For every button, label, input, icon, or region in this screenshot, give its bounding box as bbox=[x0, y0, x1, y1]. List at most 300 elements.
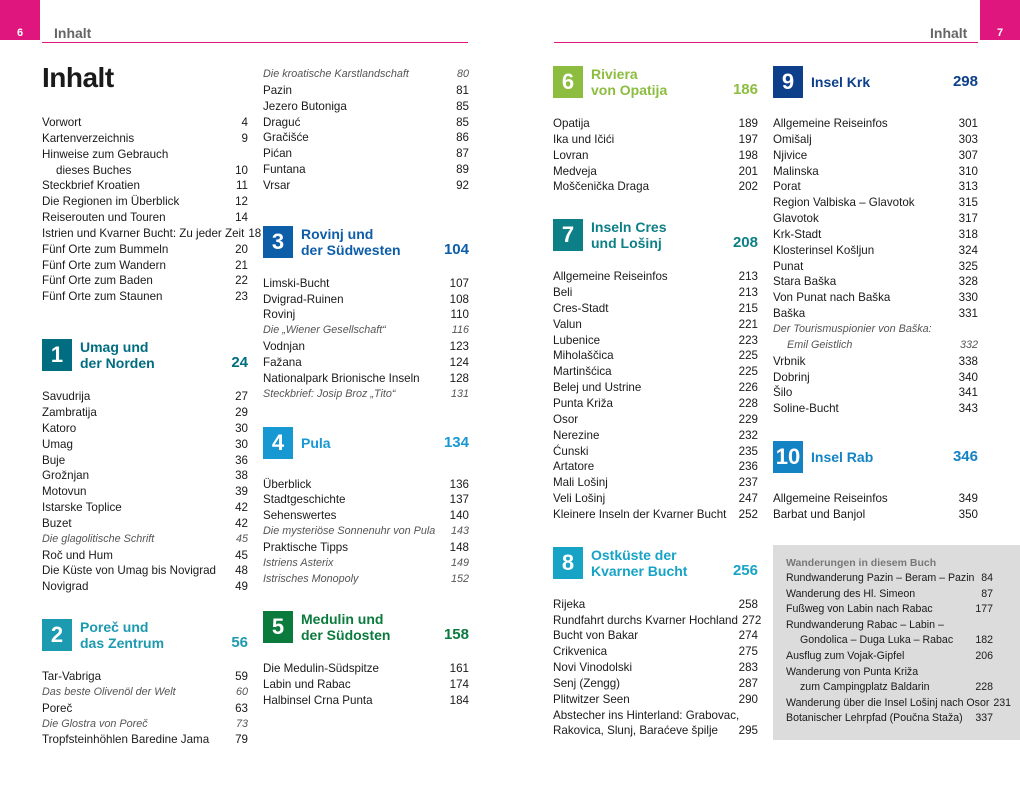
toc-entry[interactable] bbox=[42, 147, 248, 163]
toc-entry-label: Veli Lošinj bbox=[553, 492, 606, 506]
toc-entry-page: 42 bbox=[235, 516, 248, 530]
toc-entry[interactable] bbox=[786, 618, 993, 634]
toc-entry[interactable] bbox=[553, 507, 758, 523]
chapter-page: 56 bbox=[231, 634, 248, 652]
toc-entry[interactable] bbox=[553, 628, 758, 644]
chapter-2-heading[interactable] bbox=[42, 619, 248, 653]
toc-entry-page: 198 bbox=[738, 148, 758, 162]
toc-entry[interactable] bbox=[786, 696, 1012, 712]
toc-entry-label: Ausflug zum Vojak-Gipfel bbox=[786, 649, 905, 662]
toc-entry[interactable] bbox=[553, 132, 758, 148]
toc-entry-page: 338 bbox=[958, 354, 978, 368]
toc-entry-label: Steckbrief: Josip Broz „Tito“ bbox=[263, 387, 396, 400]
chapter-3-entries bbox=[263, 276, 469, 403]
toc-entry[interactable] bbox=[263, 162, 469, 178]
toc-entry-label: Istrisches Monopoly bbox=[263, 572, 359, 585]
chapter-title: Insel Krk bbox=[811, 74, 871, 90]
chapter-page: 186 bbox=[732, 81, 758, 98]
toc-entry[interactable] bbox=[42, 242, 248, 258]
toc-entry[interactable] bbox=[263, 677, 469, 693]
toc-entry-page: 330 bbox=[958, 291, 978, 305]
toc-entry-page: 23 bbox=[235, 290, 248, 304]
chapter-6-heading[interactable] bbox=[553, 66, 758, 100]
toc-entry-label: Buzet bbox=[42, 516, 72, 530]
toc-entry[interactable] bbox=[786, 665, 993, 681]
toc-entry-page: 27 bbox=[235, 390, 248, 404]
chapter-title: Medulin und der Südosten bbox=[301, 611, 391, 644]
chapter-4-entries bbox=[263, 477, 469, 588]
toc-entry-page: 202 bbox=[738, 180, 758, 194]
toc-entry[interactable] bbox=[553, 364, 758, 380]
toc-entry[interactable] bbox=[263, 524, 469, 540]
toc-entry[interactable] bbox=[786, 602, 993, 618]
toc-entry-page: 215 bbox=[738, 301, 758, 315]
toc-entry[interactable] bbox=[263, 693, 469, 709]
toc-entry[interactable] bbox=[553, 459, 758, 475]
chapter-6-entries bbox=[553, 116, 758, 195]
chapter-title: Inseln Cres und Lošinj bbox=[591, 219, 667, 252]
toc-entry-page: 328 bbox=[958, 275, 978, 289]
toc-entry[interactable] bbox=[553, 380, 758, 396]
toc-entry-page: 313 bbox=[958, 180, 978, 194]
toc-entry-page: 184 bbox=[449, 694, 469, 708]
toc-entry[interactable] bbox=[773, 274, 978, 290]
toc-entry[interactable] bbox=[42, 717, 248, 733]
toc-entry-label: Gondolica – Duga Luka – Rabac bbox=[800, 634, 954, 647]
toc-entry[interactable] bbox=[42, 421, 248, 437]
toc-entry-page: 38 bbox=[235, 469, 248, 483]
toc-entry[interactable] bbox=[553, 317, 758, 333]
toc-entry[interactable] bbox=[786, 649, 993, 665]
chapter-7-heading[interactable] bbox=[553, 219, 758, 253]
toc-entry-label: Istriens Asterix bbox=[263, 556, 334, 569]
header-rule-left bbox=[42, 42, 468, 43]
toc-entry-label: Dvigrad-Ruinen bbox=[263, 292, 344, 306]
toc-entry-label: Rundfahrt durchs Kvarner Hochland bbox=[553, 613, 738, 627]
toc-entry[interactable] bbox=[553, 164, 758, 180]
toc-entry-label: Region Valbiska – Glavotok bbox=[773, 196, 915, 210]
toc-entry-label: Dobrinj bbox=[773, 370, 810, 384]
toc-entry[interactable] bbox=[773, 132, 978, 148]
toc-entry-label: Bucht von Bakar bbox=[553, 629, 639, 643]
toc-entry-label: Rijeka bbox=[553, 597, 586, 611]
chapter-title: Insel Rab bbox=[811, 449, 874, 466]
toc-entry-label: Rakovica, Slunj, Baraćeve špilje bbox=[553, 724, 718, 738]
toc-entry[interactable] bbox=[263, 99, 469, 115]
toc-entry-page: 108 bbox=[449, 292, 469, 306]
toc-entry-page: 324 bbox=[958, 243, 978, 257]
toc-entry-page: 110 bbox=[450, 308, 469, 322]
chapter-number-box: 10 bbox=[773, 441, 803, 473]
toc-entry[interactable] bbox=[42, 115, 248, 131]
toc-entry[interactable] bbox=[773, 148, 978, 164]
chapter-3-heading[interactable] bbox=[263, 226, 469, 260]
chapter-number-box: 6 bbox=[553, 66, 583, 98]
toc-entry[interactable] bbox=[42, 273, 248, 289]
toc-entry-page: 161 bbox=[449, 662, 469, 676]
toc-entry[interactable] bbox=[263, 661, 469, 677]
toc-entry[interactable] bbox=[773, 385, 978, 401]
toc-entry[interactable] bbox=[786, 711, 993, 727]
toc-entry-label: Njivice bbox=[773, 148, 808, 162]
toc-entry[interactable] bbox=[263, 355, 469, 371]
toc-entry-label: Draguć bbox=[263, 115, 301, 129]
toc-entry-page: 197 bbox=[738, 132, 758, 146]
toc-entry[interactable] bbox=[553, 116, 758, 132]
toc-entry[interactable] bbox=[773, 179, 978, 195]
toc-entry-page: 9 bbox=[241, 131, 248, 145]
toc-entry[interactable] bbox=[773, 507, 978, 523]
toc-entry-label: Omišalj bbox=[773, 132, 812, 146]
toc-entry[interactable] bbox=[263, 387, 469, 403]
toc-entry[interactable] bbox=[263, 130, 469, 146]
toc-entry-label: Überblick bbox=[263, 477, 312, 491]
toc-entry-page: 123 bbox=[449, 340, 469, 354]
toc-entry-page: 350 bbox=[958, 507, 978, 521]
toc-entry[interactable] bbox=[42, 701, 248, 717]
toc-entry-label: Das beste Olivenöl der Welt bbox=[42, 685, 176, 698]
toc-entry[interactable] bbox=[42, 389, 248, 405]
toc-entry[interactable] bbox=[553, 148, 758, 164]
toc-entry-label: Die glagolitische Schrift bbox=[42, 532, 155, 545]
toc-entry[interactable] bbox=[42, 532, 248, 548]
chapter-5-entries bbox=[263, 661, 469, 709]
toc-entry[interactable] bbox=[42, 258, 248, 274]
toc-entry[interactable] bbox=[263, 276, 469, 292]
toc-entry-label: Die Küste von Umag bis Novigrad bbox=[42, 564, 216, 578]
toc-entry[interactable] bbox=[263, 83, 469, 99]
toc-entry[interactable] bbox=[553, 708, 758, 724]
toc-entry-label: Praktische Tipps bbox=[263, 540, 349, 554]
chapter-title: Rovinj und der Südwesten bbox=[301, 225, 401, 258]
toc-entry-page: 337 bbox=[975, 712, 993, 725]
chapter-1-heading[interactable] bbox=[42, 339, 248, 373]
toc-entry[interactable] bbox=[42, 732, 248, 748]
toc-entry-label: Porat bbox=[773, 180, 801, 194]
toc-entry-page: 128 bbox=[449, 371, 469, 385]
toc-entry-label: Motovun bbox=[42, 485, 87, 499]
toc-entry-page: 252 bbox=[738, 507, 758, 521]
toc-entry[interactable] bbox=[42, 178, 248, 194]
toc-entry-page: 225 bbox=[738, 365, 758, 379]
toc-entry[interactable] bbox=[263, 371, 469, 387]
toc-entry[interactable] bbox=[42, 131, 248, 147]
toc-entry-page: 275 bbox=[738, 645, 758, 659]
toc-entry-page: 213 bbox=[738, 270, 758, 284]
toc-entry-page: 149 bbox=[450, 556, 469, 569]
toc-entry[interactable] bbox=[42, 289, 248, 305]
toc-entry[interactable] bbox=[773, 211, 978, 227]
toc-entry-label: Rundwanderung Rabac – Labin – bbox=[786, 618, 944, 631]
toc-entry[interactable] bbox=[786, 571, 993, 587]
toc-entry-page: 221 bbox=[738, 317, 758, 331]
toc-entry-label: Opatija bbox=[553, 117, 590, 130]
toc-entry-page: 131 bbox=[450, 387, 469, 400]
toc-entry-label: Allgemeine Reiseinfos bbox=[773, 117, 888, 130]
toc-entry[interactable] bbox=[42, 516, 248, 532]
toc-entry-page: 315 bbox=[958, 196, 978, 210]
toc-entry[interactable] bbox=[263, 477, 469, 493]
toc-entry[interactable] bbox=[42, 194, 248, 210]
toc-entry[interactable] bbox=[553, 396, 758, 412]
toc-entry-label: Die kroatische Karstlandschaft bbox=[263, 68, 409, 80]
toc-entry-label: Die mysteriöse Sonnenuhr von Pula bbox=[263, 525, 436, 538]
toc-entry[interactable] bbox=[553, 660, 758, 676]
toc-entry[interactable] bbox=[263, 540, 469, 556]
toc-entry[interactable] bbox=[773, 338, 978, 354]
toc-entry[interactable] bbox=[786, 680, 993, 696]
toc-entry[interactable] bbox=[42, 563, 248, 579]
toc-entry-page: 228 bbox=[738, 396, 758, 410]
toc-entry[interactable] bbox=[553, 269, 758, 285]
toc-column-1 bbox=[42, 115, 262, 748]
toc-entry-page: 148 bbox=[449, 540, 469, 554]
intro-list bbox=[42, 115, 262, 305]
toc-entry-page: 10 bbox=[235, 163, 248, 177]
toc-entry-label: Moščenička Draga bbox=[553, 180, 650, 194]
toc-entry-label: Klosterinsel Košljun bbox=[773, 243, 875, 257]
chapter-1-entries bbox=[42, 389, 248, 595]
page-number-left: 6 bbox=[0, 0, 40, 40]
toc-entry-page: 87 bbox=[981, 587, 993, 600]
page-number-right: 7 bbox=[980, 0, 1020, 40]
toc-entry-label: Sehenswertes bbox=[263, 509, 337, 523]
toc-entry[interactable] bbox=[42, 226, 262, 242]
karst-block-list bbox=[263, 67, 469, 194]
toc-entry-page: 73 bbox=[235, 717, 248, 730]
toc-entry[interactable] bbox=[42, 685, 248, 701]
toc-entry-page: 341 bbox=[958, 386, 978, 400]
toc-entry-label: Tropfsteinhöhlen Baredine Jama bbox=[42, 733, 210, 747]
toc-entry[interactable] bbox=[773, 259, 978, 275]
toc-entry-label: Vrbnik bbox=[773, 354, 806, 368]
toc-entry[interactable] bbox=[773, 116, 978, 132]
toc-entry-page: 247 bbox=[738, 492, 758, 506]
toc-entry[interactable] bbox=[553, 475, 758, 491]
toc-entry[interactable] bbox=[263, 508, 469, 524]
toc-entry[interactable] bbox=[553, 412, 758, 428]
toc-entry[interactable] bbox=[42, 669, 248, 685]
chapter-number-box: 4 bbox=[263, 427, 293, 459]
toc-entry-page: 152 bbox=[450, 572, 469, 585]
toc-entry[interactable] bbox=[773, 491, 978, 507]
toc-entry[interactable] bbox=[553, 491, 758, 507]
toc-entry-label: Wanderung über die Insel Lošinj nach Osor bbox=[786, 696, 990, 709]
toc-entry-label: Der Tourismuspionier von Baška: bbox=[773, 322, 932, 335]
toc-entry-page: 332 bbox=[959, 338, 978, 351]
header-rule-right bbox=[554, 42, 978, 43]
toc-entry[interactable] bbox=[263, 307, 469, 323]
toc-entry[interactable] bbox=[42, 163, 248, 179]
toc-entry[interactable] bbox=[553, 723, 758, 739]
toc-entry-page: 140 bbox=[449, 509, 469, 523]
toc-entry-page: 290 bbox=[738, 692, 758, 706]
toc-entry-page: 177 bbox=[975, 603, 993, 616]
toc-entry-label: Reiserouten und Touren bbox=[42, 211, 166, 225]
toc-entry-label: Miholaščica bbox=[553, 349, 614, 363]
toc-entry-label: Lubenice bbox=[553, 333, 601, 347]
toc-entry-page: 318 bbox=[958, 227, 978, 241]
toc-entry-page: 213 bbox=[738, 286, 758, 300]
toc-entry[interactable] bbox=[42, 484, 248, 500]
toc-entry-label: Allgemeine Reiseinfos bbox=[553, 270, 668, 284]
toc-entry-label: dieses Buches bbox=[56, 163, 132, 177]
toc-entry[interactable] bbox=[553, 613, 762, 629]
toc-entry[interactable] bbox=[773, 354, 978, 370]
toc-entry[interactable] bbox=[553, 301, 758, 317]
toc-entry-page: 63 bbox=[235, 701, 248, 715]
toc-entry[interactable] bbox=[42, 468, 248, 484]
toc-entry-page: 343 bbox=[958, 402, 978, 416]
toc-entry-label: Hinweise zum Gebrauch bbox=[42, 147, 169, 161]
toc-entry[interactable] bbox=[42, 453, 248, 469]
toc-entry[interactable] bbox=[263, 146, 469, 162]
toc-entry-label: Stadtgeschichte bbox=[263, 493, 346, 507]
chapter-page: 104 bbox=[443, 240, 469, 258]
toc-entry[interactable] bbox=[263, 556, 469, 572]
toc-entry-label: Cres-Stadt bbox=[553, 301, 609, 315]
toc-entry-page: 116 bbox=[451, 324, 469, 337]
toc-entry-page: 84 bbox=[981, 572, 993, 584]
toc-entry-label: Fünf Orte zum Bummeln bbox=[42, 242, 169, 256]
toc-entry[interactable] bbox=[553, 444, 758, 460]
toc-entry-label: Lovran bbox=[553, 148, 589, 162]
chapter-number-box: 8 bbox=[553, 547, 583, 579]
toc-entry-label: Novi Vinodolski bbox=[553, 661, 633, 675]
toc-entry-page: 228 bbox=[975, 681, 993, 694]
toc-entry-label: Roč und Hum bbox=[42, 548, 113, 562]
toc-entry[interactable] bbox=[42, 548, 248, 564]
toc-entry-label: Tar-Vabriga bbox=[42, 670, 102, 684]
toc-entry-page: 331 bbox=[958, 307, 978, 321]
toc-entry-page: 258 bbox=[738, 597, 758, 611]
toc-entry-page: 30 bbox=[235, 421, 248, 435]
toc-entry[interactable] bbox=[553, 428, 758, 444]
toc-entry-page: 107 bbox=[449, 276, 469, 290]
toc-entry-page: 272 bbox=[741, 613, 762, 627]
toc-entry-label: Valun bbox=[553, 317, 582, 331]
toc-entry-label: Soline-Bucht bbox=[773, 402, 839, 416]
chapter-9-heading[interactable] bbox=[773, 66, 978, 100]
toc-entry[interactable] bbox=[786, 633, 993, 649]
toc-entry[interactable] bbox=[263, 292, 469, 308]
toc-entry-label: Steckbrief Kroatien bbox=[42, 179, 140, 193]
toc-entry[interactable] bbox=[773, 290, 978, 306]
toc-entry[interactable] bbox=[42, 210, 248, 226]
toc-entry-page: 87 bbox=[456, 147, 469, 161]
toc-entry[interactable] bbox=[263, 572, 469, 588]
toc-entry-page: 225 bbox=[738, 349, 758, 363]
toc-entry-page: 80 bbox=[456, 68, 469, 80]
toc-entry-page: 36 bbox=[235, 453, 248, 467]
toc-entry-page: 85 bbox=[456, 99, 469, 113]
running-title-right: Inhalt bbox=[930, 25, 968, 41]
toc-entry-label: Botanischer Lehrpfad (Poučna Staža) bbox=[786, 712, 963, 725]
toc-entry-page: 274 bbox=[738, 629, 758, 643]
toc-entry-page: 307 bbox=[958, 148, 978, 162]
toc-entry[interactable] bbox=[773, 370, 978, 386]
toc-entry[interactable] bbox=[263, 339, 469, 355]
toc-entry-page: 310 bbox=[958, 164, 978, 178]
toc-entry[interactable] bbox=[773, 401, 978, 417]
toc-entry-label: Pićan bbox=[263, 147, 293, 161]
toc-entry[interactable] bbox=[553, 333, 758, 349]
toc-entry[interactable] bbox=[553, 597, 758, 613]
toc-entry[interactable] bbox=[553, 348, 758, 364]
chapter-title: Pula bbox=[301, 434, 331, 451]
toc-entry[interactable] bbox=[553, 644, 758, 660]
toc-entry-label: Fünf Orte zum Baden bbox=[42, 274, 153, 288]
toc-entry[interactable] bbox=[553, 179, 758, 195]
toc-entry-label: Labin und Rabac bbox=[263, 678, 351, 692]
chapter-10-entries bbox=[773, 491, 978, 523]
toc-entry-page: 143 bbox=[450, 525, 469, 538]
chapter-4-heading[interactable] bbox=[263, 427, 469, 461]
toc-entry[interactable] bbox=[773, 243, 978, 259]
toc-entry-label: Mali Lošinj bbox=[553, 476, 608, 490]
toc-entry[interactable] bbox=[773, 322, 978, 338]
toc-entry-label: Punta Križa bbox=[553, 396, 613, 410]
toc-entry[interactable] bbox=[42, 579, 248, 595]
toc-entry[interactable] bbox=[263, 492, 469, 508]
chapter-title: Poreč und das Zentrum bbox=[80, 619, 165, 652]
toc-entry-page: 81 bbox=[456, 83, 469, 97]
chapter-8-heading[interactable] bbox=[553, 547, 758, 581]
toc-entry[interactable] bbox=[263, 115, 469, 131]
toc-entry-page: 287 bbox=[738, 676, 758, 690]
toc-entry-label: Plitwitzer Seen bbox=[553, 692, 630, 706]
toc-entry-label: Kartenverzeichnis bbox=[42, 131, 135, 145]
toc-entry[interactable] bbox=[553, 285, 758, 301]
toc-entry-page: 303 bbox=[958, 132, 978, 146]
toc-entry-label: Novigrad bbox=[42, 580, 89, 594]
toc-entry[interactable] bbox=[263, 178, 469, 194]
toc-entry-label: Vrsar bbox=[263, 178, 291, 192]
toc-entry-label: Vorwort bbox=[42, 116, 82, 129]
toc-entry[interactable] bbox=[786, 587, 993, 603]
toc-entry-label: Vodnjan bbox=[263, 340, 305, 354]
toc-entry[interactable] bbox=[773, 195, 978, 211]
toc-entry[interactable] bbox=[773, 306, 978, 322]
toc-entry-page: 11 bbox=[235, 179, 248, 193]
toc-entry[interactable] bbox=[42, 437, 248, 453]
toc-entry-page: 86 bbox=[456, 131, 469, 145]
toc-entry-page: 283 bbox=[738, 661, 758, 675]
toc-entry-label: Šilo bbox=[773, 386, 793, 400]
chapter-title: Riviera von Opatija bbox=[591, 66, 668, 98]
chapter-5-heading[interactable] bbox=[263, 611, 469, 645]
toc-entry[interactable] bbox=[42, 500, 248, 516]
toc-entry-page: 124 bbox=[449, 355, 469, 369]
toc-entry-label: Wanderung des Hl. Simeon bbox=[786, 587, 916, 600]
toc-entry-label: Beli bbox=[553, 286, 573, 300]
toc-entry-label: Krk-Stadt bbox=[773, 227, 822, 241]
toc-entry-label: Punat bbox=[773, 259, 804, 273]
toc-entry-page: 18 bbox=[248, 226, 262, 240]
toc-entry-page: 79 bbox=[235, 733, 248, 747]
toc-entry[interactable] bbox=[553, 676, 758, 692]
toc-entry-label: Allgemeine Reiseinfos bbox=[773, 492, 888, 506]
toc-entry[interactable] bbox=[773, 164, 978, 180]
chapter-page: 24 bbox=[231, 354, 248, 372]
toc-entry-label: Limski-Bucht bbox=[263, 276, 330, 290]
toc-entry[interactable] bbox=[42, 405, 248, 421]
toc-entry[interactable] bbox=[773, 227, 978, 243]
toc-entry[interactable] bbox=[263, 67, 469, 83]
toc-entry[interactable] bbox=[263, 323, 469, 339]
toc-entry[interactable] bbox=[553, 692, 758, 708]
chapter-10-heading[interactable] bbox=[773, 441, 978, 475]
